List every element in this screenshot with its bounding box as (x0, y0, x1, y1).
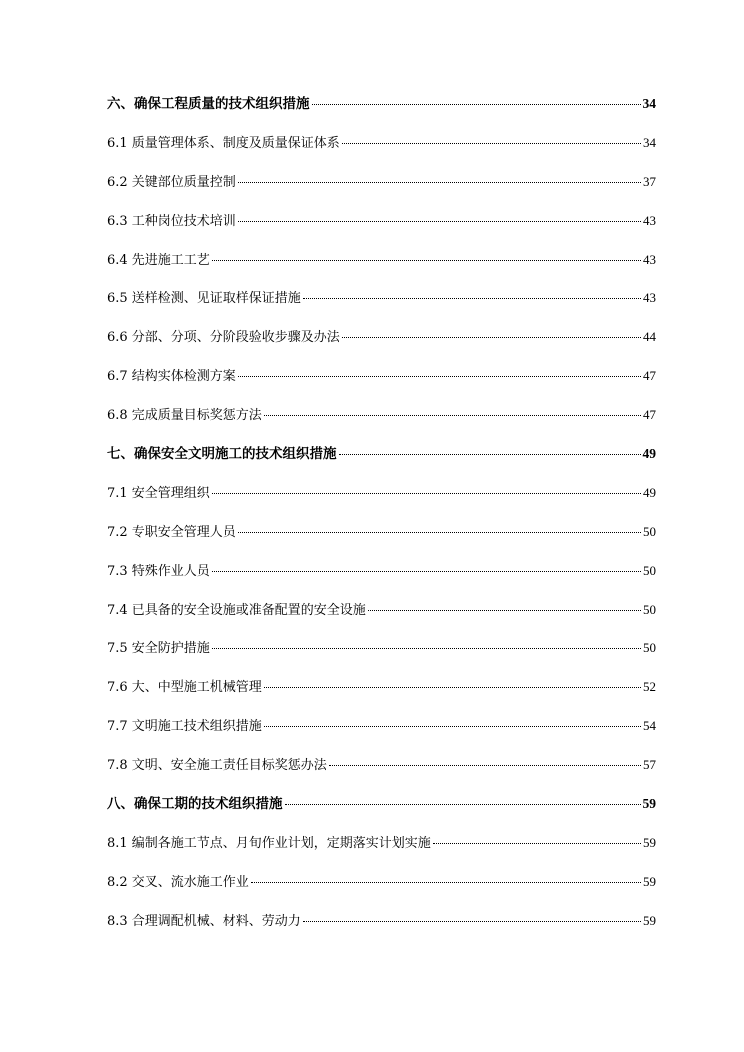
toc-entry-page-number: 43 (643, 212, 656, 228)
toc-section-heading[interactable] (107, 442, 656, 481)
toc-entry-title: 七、确保安全文明施工的技术组织措施 (107, 446, 337, 463)
toc-entry-page-number: 59 (643, 873, 656, 889)
toc-entry[interactable] (107, 909, 656, 948)
dot-leader (238, 376, 641, 377)
toc-entry-title: 8.2 交叉、流水施工作业 (107, 874, 249, 890)
toc-entry[interactable] (107, 636, 656, 675)
dot-leader (238, 182, 641, 183)
toc-entry-title: 八、确保工期的技术组织措施 (107, 796, 283, 813)
toc-entry[interactable] (107, 286, 656, 325)
toc-entry-title: 8.1 编制各施工节点、月旬作业计划，定期落实计划实施 (107, 835, 431, 851)
dot-leader (212, 493, 641, 494)
toc-entry-title: 6.2 关键部位质量控制 (107, 174, 236, 190)
toc-entry-page-number: 37 (643, 173, 656, 189)
toc-entry-page-number: 44 (643, 329, 656, 345)
toc-entry-page-number: 34 (642, 96, 656, 111)
toc-entry[interactable] (107, 559, 656, 598)
dot-leader (212, 571, 641, 572)
toc-entry[interactable] (107, 675, 656, 714)
toc-entry[interactable] (107, 170, 656, 209)
toc-entry-title: 6.8 完成质量目标奖惩方法 (107, 408, 262, 424)
dot-leader (303, 921, 641, 922)
table-of-contents (107, 92, 656, 948)
toc-entry-page-number: 59 (642, 796, 656, 812)
dot-leader (368, 610, 641, 611)
toc-entry-title: 7.4 已具备的安全设施或准备配置的安全设施 (107, 602, 366, 618)
toc-entry[interactable] (107, 403, 656, 442)
toc-entry-title: 6.3 工种岗位技术培训 (107, 213, 236, 229)
dot-leader (339, 454, 641, 455)
toc-section-heading[interactable] (107, 792, 656, 831)
toc-entry[interactable] (107, 131, 656, 170)
dot-leader (312, 104, 641, 105)
toc-entry-page-number: 52 (643, 679, 656, 695)
toc-entry-title: 6.4 先进施工工艺 (107, 252, 210, 268)
toc-entry-title: 7.3 特殊作业人员 (107, 563, 210, 579)
dot-leader (212, 648, 641, 649)
toc-entry-page-number: 47 (643, 407, 656, 423)
toc-entry-page-number: 43 (643, 290, 656, 306)
toc-entry[interactable] (107, 520, 656, 559)
dot-leader (303, 298, 641, 299)
toc-entry-title: 7.7 文明施工技术组织措施 (107, 719, 262, 735)
toc-entry[interactable] (107, 325, 656, 364)
dot-leader (342, 143, 641, 144)
toc-entry-page-number: 50 (643, 640, 656, 656)
dot-leader (212, 260, 641, 261)
toc-entry[interactable] (107, 248, 656, 287)
dot-leader (264, 687, 641, 688)
toc-entry[interactable] (107, 753, 656, 792)
toc-entry-title: 7.1 安全管理组织 (107, 485, 210, 501)
toc-entry-title: 6.7 结构实体检测方案 (107, 369, 236, 385)
toc-entry[interactable] (107, 598, 656, 637)
toc-entry[interactable] (107, 714, 656, 753)
toc-entry-title: 6.6 分部、分项、分阶段验收步骤及办法 (107, 330, 340, 346)
toc-entry-title: 6.1 质量管理体系、制度及质量保证体系 (107, 135, 340, 151)
toc-entry-title: 8.3 合理调配机械、材料、劳动力 (107, 913, 301, 929)
toc-entry-title: 6.5 送样检测、见证取样保证措施 (107, 291, 301, 307)
dot-leader (238, 221, 641, 222)
toc-entry-page-number: 43 (643, 251, 656, 267)
toc-entry-title: 六、确保工程质量的技术组织措施 (107, 96, 310, 112)
toc-entry-page-number: 50 (643, 601, 656, 617)
dot-leader (251, 882, 641, 883)
toc-entry[interactable] (107, 870, 656, 909)
toc-entry-page-number: 59 (643, 834, 656, 850)
dot-leader (329, 765, 641, 766)
dot-leader (285, 804, 641, 805)
toc-entry[interactable] (107, 831, 656, 870)
dot-leader (238, 532, 641, 533)
toc-section-heading[interactable] (107, 92, 656, 131)
toc-entry-page-number: 50 (643, 562, 656, 578)
toc-entry[interactable] (107, 364, 656, 403)
toc-entry-page-number: 57 (643, 757, 656, 773)
toc-entry-title: 7.2 专职安全管理人员 (107, 524, 236, 540)
toc-entry[interactable] (107, 481, 656, 520)
toc-entry-page-number: 47 (643, 368, 656, 384)
toc-entry-page-number: 34 (643, 134, 656, 150)
dot-leader (264, 726, 641, 727)
toc-entry-title: 7.8 文明、安全施工责任目标奖惩办法 (107, 758, 327, 774)
dot-leader (433, 843, 641, 844)
toc-entry[interactable] (107, 209, 656, 248)
toc-entry-title: 7.6 大、中型施工机械管理 (107, 680, 262, 696)
toc-entry-page-number: 49 (642, 446, 656, 462)
toc-entry-page-number: 50 (643, 523, 656, 539)
toc-entry-title: 7.5 安全防护措施 (107, 641, 210, 657)
toc-entry-page-number: 54 (643, 718, 656, 734)
toc-entry-page-number: 59 (643, 912, 656, 928)
dot-leader (342, 337, 641, 338)
toc-entry-page-number: 49 (643, 484, 656, 500)
dot-leader (264, 415, 641, 416)
